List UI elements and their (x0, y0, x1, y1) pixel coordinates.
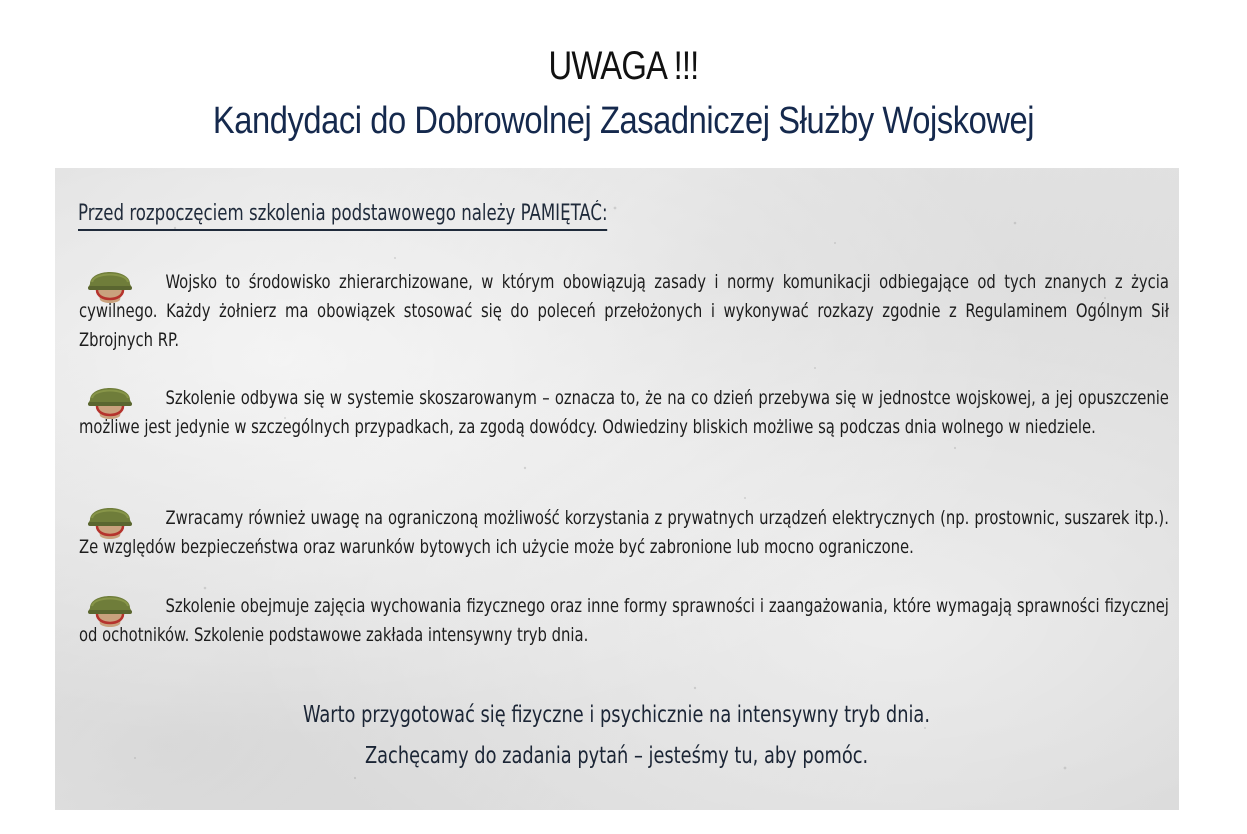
item-text: Szkolenie obejmuje zajęcia wychowania fizycznego oraz inne formy sprawności i zaangażowania, które wymagają sprawności fizycznej od ochotników. Szkolenie podstawowe zakłada intensywny tryb dnia. (79, 595, 1169, 646)
lead-heading: Przed rozpoczęciem szkolenia podstawowego należy PAMIĘTAĆ: (78, 200, 608, 231)
closing-text-2: Zachęcamy do zadania pytań – jesteśmy tu, aby pomóc. (365, 743, 869, 769)
info-panel (55, 168, 1179, 810)
closing-line-2 (55, 741, 1179, 771)
concrete-texture (55, 168, 1179, 810)
item-text: Wojsko to środowisko zhierarchizowane, w którym obowiązują zasady i normy komunikacji odbiegające od tych znanych z życia cywilnego. Każdy żołnierz ma obowiązek stosować się do poleceń przełożonych i wykonywać rozkazy zgodnie z Regulaminem Ogólnym Sił Zbrojnych RP. (79, 271, 1169, 351)
item-text: Szkolenie odbywa się w systemie skoszarowanym – oznacza to, że na co dzień przebywa się w jednostce wojskowej, a jej opuszczenie możliwe jest jedynie w szczególnych przypadkach, za zgodą dowódcy. Odwiedziny bliskich możliwe są podczas dnia wolnego w niedziele. (79, 387, 1169, 438)
closing-text-1: Warto przygotować się fizyczne i psychicznie na intensywny tryb dnia. (303, 702, 931, 728)
closing-line-1 (55, 700, 1179, 730)
item-text: Zwracamy również uwagę na ograniczoną możliwość korzystania z prywatnych urządzeń elektrycznych (np. prostownic, suszarek itp.). Ze względów bezpieczeństwa oraz warunków bytowych ich użycie może być zabronione lub mocno ograniczone. (79, 507, 1169, 558)
page-subtitle: Kandydaci do Dobrowolnej Zasadniczej Służby Wojskowej (212, 100, 1035, 142)
page-title: UWAGA !!! (548, 44, 699, 88)
